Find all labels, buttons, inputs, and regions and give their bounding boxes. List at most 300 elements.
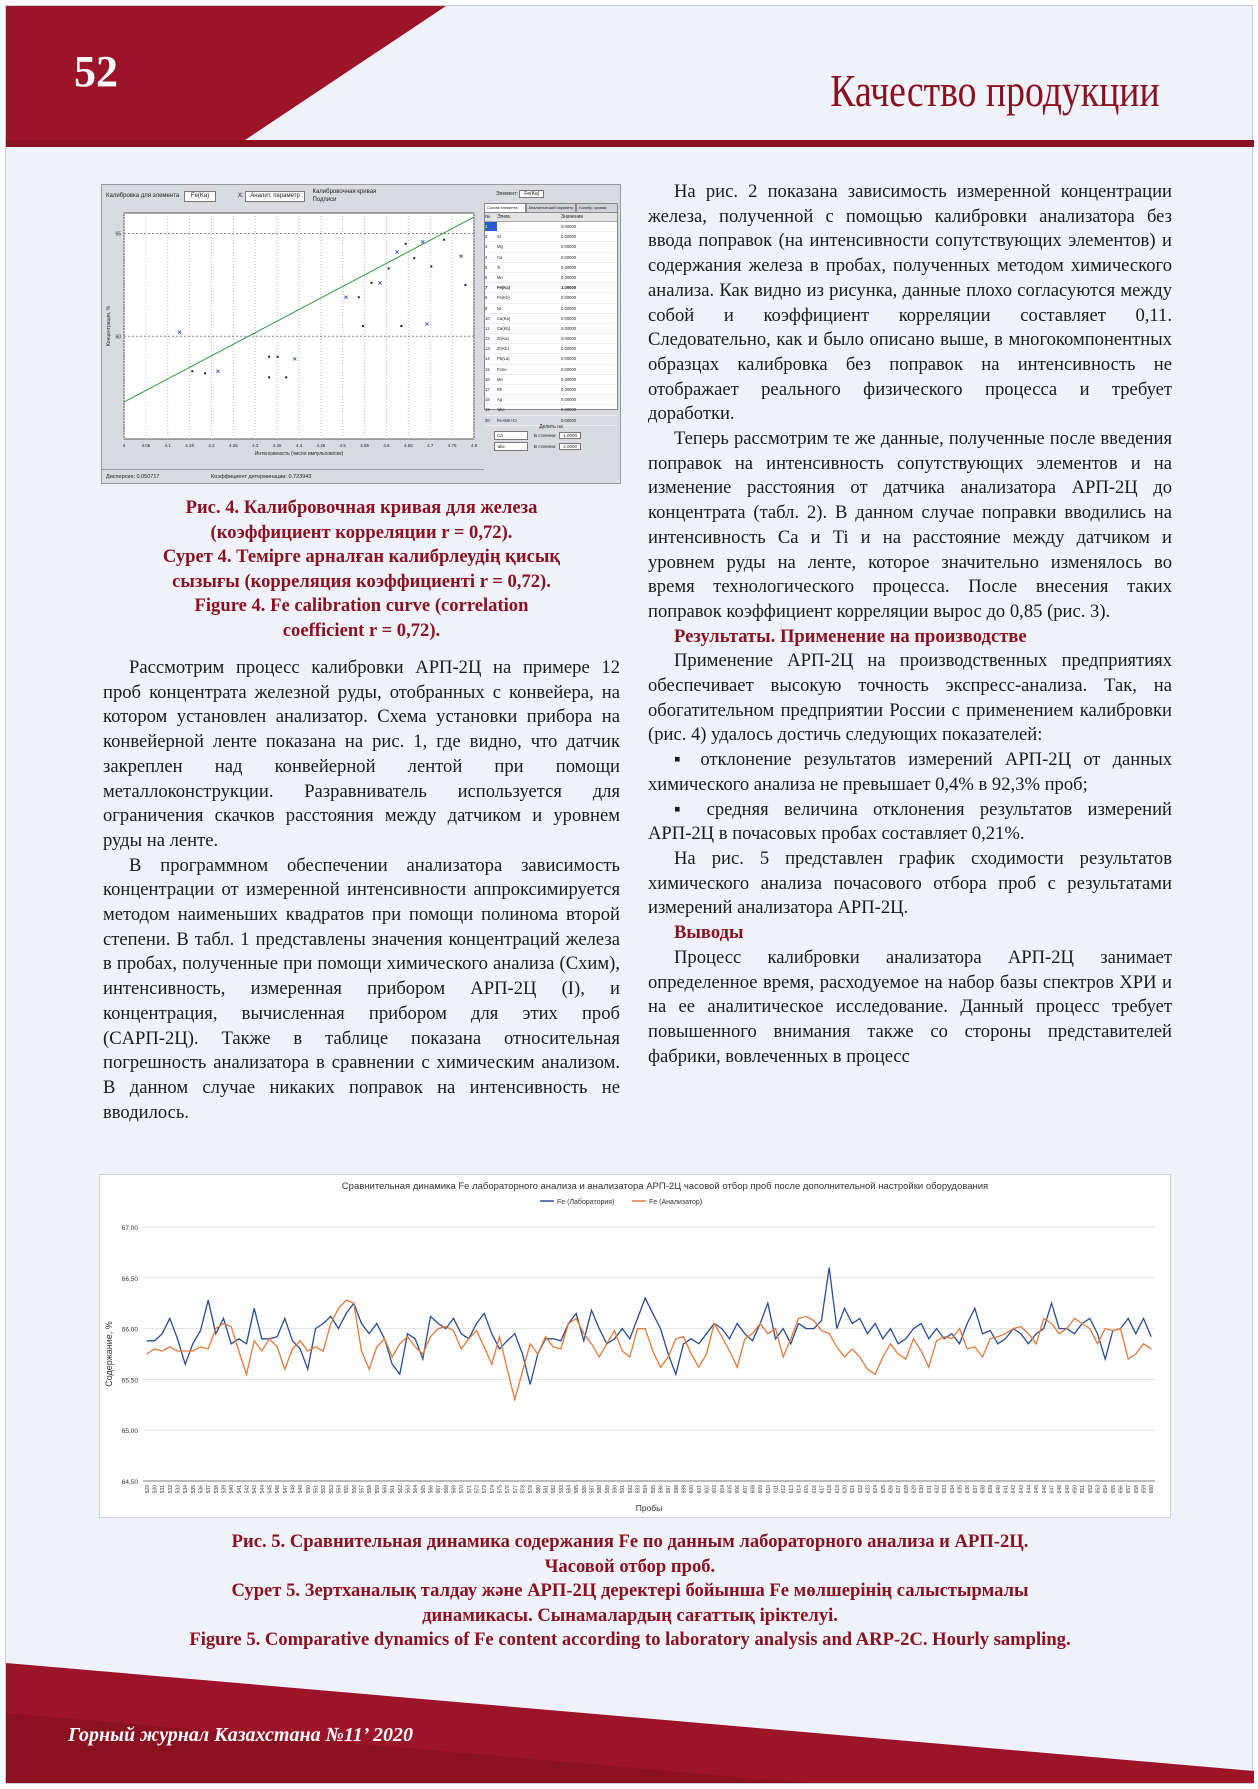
fig4-x-tick-label: 4.4 <box>295 443 303 448</box>
fig5-series-line <box>147 1268 1151 1385</box>
fig4-data-point <box>285 376 287 378</box>
fig4-row-value: 0.00000 <box>561 387 577 392</box>
fig5-x-tick-label: 566 <box>428 1485 435 1494</box>
fig5-x-tick-label: 603 <box>712 1485 719 1494</box>
fig4-side-tab: Калибр. кривая <box>576 203 618 212</box>
fig5-x-tick-label: 629 <box>911 1485 918 1494</box>
fig4-scatter-plot <box>102 207 482 469</box>
fig4-x-axis-label: Интенсивность (число импульсов/сек) <box>254 451 344 457</box>
fig5-x-tick-label: 537 <box>206 1485 213 1494</box>
fig4-row-value: 0.00000 <box>561 366 577 372</box>
fig5-x-tick-label: 577 <box>512 1485 519 1494</box>
fig5-x-tick-label: 589 <box>604 1485 611 1494</box>
fig5-x-tick-label: 586 <box>581 1485 588 1494</box>
fig5-x-tick-label: 548 <box>290 1485 297 1494</box>
fig5-x-tick-label: 644 <box>1026 1485 1033 1494</box>
fig4-y-tick-label: 60 <box>115 334 121 341</box>
fig5-x-tick-label: 569 <box>451 1485 458 1494</box>
fig4-caption-line: (коэффициент корреляции r = 0,72). <box>210 521 513 543</box>
fig5-x-tick-label: 602 <box>704 1485 711 1494</box>
fig4-row-value: 0.00000 <box>561 224 577 229</box>
fig5-x-tick-label: 564 <box>413 1485 420 1494</box>
fig5-x-tick-label: 540 <box>229 1485 236 1494</box>
fig4-divide-value: 1.0000 <box>559 432 581 439</box>
fig5-x-tick-label: 647 <box>1049 1485 1056 1494</box>
fig4-row-elem: Ni <box>497 305 501 311</box>
fig5-x-tick-label: 582 <box>551 1485 558 1494</box>
fig5-x-tick-label: 585 <box>574 1485 581 1494</box>
fig5-x-tick-label: 550 <box>305 1485 312 1494</box>
fig5-x-tick-label: 558 <box>367 1485 374 1494</box>
fig4-row-value: 0.00000 <box>561 244 577 250</box>
fig4-x-label: X: <box>237 193 244 199</box>
fig5-x-tick-label: 651 <box>1080 1485 1087 1494</box>
fig4-col-num: № <box>485 214 491 220</box>
fig4-row-num: 1 <box>485 222 497 231</box>
fig5-x-tick-label: 609 <box>758 1485 765 1494</box>
fig4-row-num: 15 <box>485 366 490 372</box>
fig5-x-tick-label: 539 <box>221 1485 228 1494</box>
fig4-table-row <box>485 314 617 324</box>
fig4-row-value: 0.00000 <box>561 417 577 423</box>
fig4-row-value: 0.00000 <box>561 336 577 342</box>
fig5-y-tick-label: 66,00 <box>121 1326 138 1334</box>
fig5-x-tick-label: 574 <box>489 1485 496 1494</box>
fig5-x-tick-label: 583 <box>558 1485 565 1494</box>
fig4-cb1: Калибровочная кривая <box>312 189 377 195</box>
fig4-row-elem: Ti <box>497 264 501 270</box>
fig5-y-tick-label: 65,00 <box>121 1428 138 1436</box>
fig4-x-tick-label: 4.1 <box>164 443 171 448</box>
fig4-caption-line: сызығы (корреляция коэффициенті r = 0,72). <box>172 570 551 592</box>
fig4-divide <box>484 430 618 452</box>
fig4-data-point <box>358 296 360 298</box>
fig5-x-tick-label: 555 <box>344 1485 351 1494</box>
fig5-x-tick-label: 580 <box>535 1485 542 1494</box>
fig4-row-value: 0.00000 <box>561 376 577 382</box>
fig5-x-tick-label: 637 <box>972 1485 979 1494</box>
fig5-x-tick-label: 592 <box>627 1485 634 1494</box>
fig4-row-value: 0.00000 <box>561 315 577 321</box>
fig4-row-elem: Ag <box>497 397 503 403</box>
left-paragraph: Рассмотрим процесс калибровки АРП-2Ц на примере 12 проб концентрата железной руды, отобранных с конвейера, на котором установлен анализатор. Схема установки прибора на конвейерной ленте показана на рис. 1, где видно, что датчик закреплен над конвейерной лентой при помощи металлоконструкции. Разравниватель используется для ограничения скачков расстояния между датчиком и уровнем руды на ленте. <box>103 657 620 851</box>
fig5-y-tick-label: 66,50 <box>121 1275 138 1283</box>
fig5-x-tick-label: 623 <box>865 1485 872 1494</box>
fig4-cb2: Подписи <box>312 197 337 203</box>
fig5-caption-line: Часовой отбор проб. <box>544 1555 716 1577</box>
fig4-row-num: 18 <box>485 397 490 403</box>
conclusions-heading: Выводы <box>674 922 744 944</box>
fig5-x-tick-label: 591 <box>620 1485 627 1494</box>
fig5-x-tick-label: 598 <box>673 1485 680 1494</box>
fig4-x-tick-label: 4.75 <box>447 443 457 448</box>
fig4-row-elem: 'abc <box>497 407 505 413</box>
fig4-data-point <box>268 356 270 358</box>
fig5-x-tick-label: 563 <box>405 1485 412 1494</box>
fig5-x-tick-label: 551 <box>313 1485 320 1494</box>
fig4-row-elem: Fe(Kb) <box>497 295 510 301</box>
fig5-y-tick-label: 64,50 <box>121 1479 138 1486</box>
fig4-caption-line: coefficient r = 0,72). <box>282 619 441 641</box>
fig5-x-tick-label: 543 <box>252 1485 259 1494</box>
fig5-x-tick-label: 570 <box>459 1485 466 1494</box>
fig5-x-axis-label: Пробы <box>635 1503 663 1513</box>
fig4-y-axis-label: Концентрация, % <box>106 305 112 347</box>
fig4-table-row <box>485 385 617 395</box>
fig5-x-tick-label: 625 <box>880 1485 887 1494</box>
fig5-x-tick-label: 595 <box>650 1485 657 1494</box>
fig4-disp-value: 0.050717 <box>136 474 160 480</box>
fig5-x-tick-label: 635 <box>957 1485 964 1494</box>
fig4-side-element-label: Элемент: <box>496 191 518 197</box>
fig5-x-tick-label: 654 <box>1103 1485 1110 1494</box>
fig5-x-tick-label: 616 <box>811 1485 818 1494</box>
fig4-table-row <box>485 344 617 354</box>
fig4-row-value: 0.00000 <box>561 356 577 362</box>
left-column <box>103 656 620 1125</box>
fig5-x-tick-label: 656 <box>1118 1485 1125 1494</box>
fig4-x-tick-label: 4.35 <box>272 443 282 448</box>
fig4-data-point <box>405 243 407 245</box>
right-paragraph: На рис. 5 представлен график сходимости результатов химического анализа почасового отбора проб с результатами измерений анализатора АРП-2Ц. <box>648 847 1172 919</box>
fig4-row-elem: Mg <box>497 244 503 250</box>
fig4-table-row <box>485 365 617 375</box>
fig4-data-point <box>204 372 206 374</box>
fig4-table-row <box>485 253 617 263</box>
right-paragraph: Применение АРП-2Ц на производственных предприятиях обеспечивает высокую точность экспресс-анализа. Так, на обогатительном предприятии России с применением калибровки (рис. 4) удалось достичь следующих показателей: <box>648 650 1172 746</box>
fig5-caption-line: Рис. 5. Сравнительная динамика содержания Fe по данным лабораторного анализа и АРП-2Ц. <box>231 1531 1029 1552</box>
fig4-row-num: 4 <box>485 254 488 260</box>
fig5-x-tick-label: 638 <box>980 1485 987 1494</box>
fig5-x-tick-label: 560 <box>382 1485 389 1494</box>
fig5-x-tick-label: 529 <box>144 1485 151 1494</box>
fig5-series-line <box>147 1300 1151 1400</box>
fig5-x-tick-label: 559 <box>374 1485 381 1494</box>
fig5-caption-line: Figure 5. Comparative dynamics of Fe content according to laboratory analysis and ARP-2C. Hourly sampling. <box>189 1629 1071 1650</box>
fig4-x-tick-label: 4.45 <box>316 443 326 448</box>
fig4-data-point <box>430 265 432 267</box>
fig4-table-row <box>485 304 617 314</box>
fig4-row-num: 17 <box>485 387 490 392</box>
fig5-x-tick-label: 532 <box>167 1485 174 1494</box>
fig4-y-tick-label: 65 <box>115 231 121 238</box>
bullet-item: ▪ средняя величина отклонения результатов измерений АРП-2Ц в почасовых пробах составляет 0,21%. <box>648 798 1172 845</box>
page-number: 52 <box>74 47 118 96</box>
fig4-row-num: 6 <box>485 274 488 280</box>
fig5-y-tick-label: 65,50 <box>121 1377 138 1385</box>
fig5-x-tick-label: 600 <box>689 1485 696 1494</box>
fig4-table-row <box>485 293 617 303</box>
fig4-row-num: 13 <box>485 346 490 352</box>
fig5-y-tick-label: 67,00 <box>121 1225 138 1232</box>
fig5-x-tick-label: 621 <box>850 1485 857 1494</box>
fig4-data-point <box>400 325 402 327</box>
fig5-x-tick-label: 619 <box>834 1485 841 1494</box>
fig5-x-tick-label: 542 <box>244 1485 251 1494</box>
fig4-row-value: 0.00000 <box>561 407 577 413</box>
fig4-row-num: 16 <box>485 376 490 382</box>
figure-5 <box>99 1174 1171 1518</box>
fig4-x-tick-label: 4.15 <box>185 443 195 448</box>
fig5-x-tick-label: 601 <box>696 1485 703 1494</box>
fig4-data-point <box>191 370 193 372</box>
fig4-row-elem: Ca(Ka) <box>497 315 511 321</box>
fig4-row-value: 0.00000 <box>561 397 577 403</box>
fig5-x-tick-label: 575 <box>497 1485 504 1494</box>
fig5-x-tick-label: 649 <box>1064 1485 1071 1494</box>
fig4-row-num: 14 <box>485 356 490 362</box>
fig5-x-tick-label: 547 <box>282 1485 289 1494</box>
fig4-data-point <box>388 267 390 269</box>
fig5-x-tick-label: 588 <box>597 1485 604 1494</box>
fig5-x-tick-label: 622 <box>857 1485 864 1494</box>
fig4-table-row <box>485 263 617 273</box>
fig4-col-value: Значение <box>561 214 584 220</box>
fig5-x-tick-label: 544 <box>259 1485 266 1494</box>
fig4-divide-label: В степени: <box>534 433 557 438</box>
page <box>5 5 1253 1784</box>
fig5-x-tick-label: 653 <box>1095 1485 1102 1494</box>
fig5-x-tick-label: 605 <box>727 1485 734 1494</box>
fig5-x-tick-label: 630 <box>919 1485 926 1494</box>
fig4-table-row <box>485 232 617 242</box>
fig5-x-tick-label: 597 <box>666 1485 673 1494</box>
fig5-line-chart <box>100 1175 1170 1517</box>
fig5-x-tick-label: 645 <box>1034 1485 1041 1494</box>
fig5-x-tick-label: 581 <box>543 1485 550 1494</box>
fig4-divide-select: 'abc <box>494 442 528 451</box>
right-column <box>648 180 1172 1069</box>
fig5-x-tick-label: 643 <box>1018 1485 1025 1494</box>
fig4-x-tick-label: 4.6 <box>383 443 390 448</box>
bullet-item: ▪ отклонение результатов измерений АРП-2Ц от данных химического анализа не превышает 0,4% в 92,3% проб; <box>648 749 1172 795</box>
fig4-row-elem: Ca <box>497 254 503 260</box>
fig4-status <box>102 469 484 484</box>
fig4-col-elem: Элем. <box>497 214 511 220</box>
fig5-legend-label: Fe (Анализатор) <box>649 1199 703 1206</box>
fig5-x-tick-label: 531 <box>160 1485 167 1494</box>
fig4-rows <box>485 222 617 426</box>
fig5-x-tick-label: 633 <box>942 1485 949 1494</box>
fig5-x-tick-label: 634 <box>949 1485 956 1494</box>
fig5-x-tick-label: 573 <box>482 1485 489 1494</box>
fig4-row-value: 0.00000 <box>561 264 577 270</box>
fig4-toolbar <box>102 185 484 207</box>
fig5-x-tick-label: 639 <box>988 1485 995 1494</box>
fig5-x-tick-label: 640 <box>995 1485 1002 1494</box>
fig5-x-tick-label: 657 <box>1126 1485 1133 1494</box>
fig4-row-num: 8 <box>485 295 488 301</box>
fig5-x-tick-label: 535 <box>190 1485 197 1494</box>
fig5-caption <box>66 1530 1194 1653</box>
fig5-x-tick-label: 561 <box>390 1485 397 1494</box>
fig4-row-elem: Si <box>497 234 501 240</box>
fig4-side-tabs <box>484 203 618 212</box>
fig4-divide-title: Делить на <box>539 424 563 430</box>
fig5-x-tick-label: 655 <box>1110 1485 1117 1494</box>
fig4-x-tick-label: 4.7 <box>427 443 434 448</box>
fig5-x-tick-label: 620 <box>842 1485 849 1494</box>
fig5-x-tick-label: 636 <box>965 1485 972 1494</box>
fig4-side-tab: Аналитический параметр <box>526 203 577 212</box>
fig5-x-tick-label: 554 <box>336 1485 343 1494</box>
fig4-data-point <box>371 282 373 284</box>
right-paragraph: Процесс калибровки анализатора АРП-2Ц занимает определенное время, расходуемое на набор базы спектров ХРИ и на ее аналитическое исследование. Данный процесс требует повышенного внимания также со стороны представителей фабрики, вовлеченных в процесс <box>648 946 1172 1067</box>
fig4-x-tick-label: 4.2 <box>208 443 215 448</box>
fig5-x-tick-label: 612 <box>781 1485 788 1494</box>
fig5-x-tick-label: 659 <box>1141 1485 1148 1494</box>
fig5-x-tick-label: 552 <box>321 1485 328 1494</box>
fig5-x-tick-label: 613 <box>788 1485 795 1494</box>
fig5-x-tick-label: 631 <box>926 1485 933 1494</box>
fig4-table-row <box>485 283 617 293</box>
fig5-x-tick-label: 624 <box>873 1485 880 1494</box>
fig4-x-tick-label: 4 <box>122 443 126 448</box>
fig4-row-elem: Fe(Ka) <box>497 285 511 291</box>
fig4-element-select: Fe(Ka) <box>184 191 216 202</box>
fig5-x-tick-label: 648 <box>1057 1485 1064 1494</box>
fig4-row-elem: Zr(Ka) <box>497 336 509 342</box>
fig4-table-row <box>485 334 617 344</box>
fig4-row-num: 20 <box>485 417 490 423</box>
fig5-caption-line: динамикасы. Сынамалардың сағаттық іріктелуі. <box>422 1604 838 1626</box>
fig5-x-tick-label: 587 <box>589 1485 596 1494</box>
fig5-x-tick-label: 556 <box>351 1485 358 1494</box>
fig5-x-tick-label: 615 <box>804 1485 811 1494</box>
fig4-caption-line: Сурет 4. Темірге арналған калибрлеудің қисық <box>162 546 561 567</box>
fig4-caption <box>104 496 619 643</box>
fig5-x-tick-label: 541 <box>236 1485 243 1494</box>
fig4-row-num: 3 <box>485 244 488 250</box>
fig4-row-value: 1.00000 <box>561 285 577 291</box>
right-paragraph: На рис. 2 показана зависимость измеренной концентрации железа, полученной с помощью калибровки анализатора без ввода поправок (на интенсивности сопутствующих элементов) и содержания железа в пробах, полученных методом химического анализа. Как видно из рисунка, данные плохо согласуются между собой и коэффициент корреляции составляет 0,11. Следовательно, как и было описано выше, в многокомпонентных образцах калибровка без поправок на интенсивность не отображает реального физического процесса и требует доработки. <box>648 181 1172 425</box>
fig5-x-tick-label: 576 <box>505 1485 512 1494</box>
fig4-row-elem: Zr(Kb) <box>497 346 509 352</box>
fig4-x-tick-label: 4.3 <box>252 443 259 448</box>
fig5-x-tick-label: 578 <box>520 1485 527 1494</box>
fig5-x-tick-label: 562 <box>397 1485 404 1494</box>
fig5-x-tick-label: 626 <box>888 1485 895 1494</box>
fig4-row-elem: Rh <box>497 387 503 392</box>
fig4-row-elem: Mo <box>497 376 503 382</box>
fig4-divide-row <box>484 441 618 452</box>
fig4-table-row <box>485 354 617 364</box>
fig5-x-tick-label: 641 <box>1003 1485 1010 1494</box>
fig4-row-elem: Fone <box>497 366 507 372</box>
footer-band <box>6 1653 1254 1783</box>
fig4-table-row <box>485 273 617 283</box>
fig4-x-tick-label: 4.25 <box>228 443 238 448</box>
section-title: Качество продукции <box>830 65 1160 116</box>
fig4-side-tab: Состав элемента <box>484 203 526 212</box>
fig5-legend-label: Fe (Лаборатория) <box>557 1199 615 1206</box>
fig4-row-value: 0.00000 <box>561 274 577 280</box>
fig4-row-value: 0.00000 <box>561 346 577 352</box>
fig4-row-num: 7 <box>485 285 488 291</box>
fig5-x-tick-label: 579 <box>528 1485 535 1494</box>
results-heading: Результаты. Применение на производстве <box>674 625 1027 647</box>
fig4-row-num: 5 <box>485 264 488 270</box>
fig4-data-point <box>443 239 445 241</box>
fig5-x-tick-label: 599 <box>681 1485 688 1494</box>
fig5-x-tick-label: 618 <box>827 1485 834 1494</box>
fig4-row-value: 0.00000 <box>561 295 577 301</box>
fig4-row-num: 9 <box>485 305 488 311</box>
fig5-x-tick-label: 590 <box>612 1485 619 1494</box>
fig4-side-element-value: Fe(Ka) <box>519 190 544 198</box>
fig5-x-tick-label: 646 <box>1041 1485 1048 1494</box>
fig5-x-tick-label: 549 <box>298 1485 305 1494</box>
fig5-x-tick-label: 594 <box>643 1485 650 1494</box>
fig5-x-tick-label: 628 <box>903 1485 910 1494</box>
fig5-y-axis-label: Содержание, % <box>104 1321 114 1387</box>
fig4-row-num: 11 <box>485 325 490 331</box>
fig5-x-tick-label: 650 <box>1072 1485 1079 1494</box>
left-paragraph: В программном обеспечении анализатора зависимость концентрации от измеренной интенсивности аппроксимируется методом наименьших квадратов при помощи полинома второй степени. В табл. 1 представлены значения концентраций железа в пробах, полученные при помощи химического анализа (Cхим), интенсивность, измеренная прибором АРП-2Ц (I), и концентрация, вычисленная прибором для этих проб (CАРП-2Ц). Также в таблице показана относительная погрешность анализатора в сравнении с химическим анализом. В данном случае никаких поправок на интенсивность не вводилось. <box>103 854 620 1123</box>
right-paragraph: Теперь рассмотрим те же данные, полученные после введения поправок на интенсивность сопутствующих элементов и на изменение расстояния от датчика анализатора АРП-2Ц до концентрата (табл. 2). В данном случае поправки вводились на интенсивность Ca и Ti и на расстояние между датчиком и уровнем руды на ленте, которое значительно изменялось во время технологического процесса. После внесения таких поправок коэффициент корреляции вырос до 0,85 (рис. 3). <box>648 428 1172 622</box>
fig5-x-tick-label: 572 <box>474 1485 481 1494</box>
fig5-x-tick-label: 546 <box>275 1485 282 1494</box>
fig4-row-elem: Ca(Kb) <box>497 325 511 331</box>
fig4-table-row <box>485 242 617 252</box>
fig5-x-tick-label: 538 <box>213 1485 220 1494</box>
fig5-x-tick-label: 608 <box>750 1485 757 1494</box>
fig4-row-num: 19 <box>485 407 490 413</box>
fig5-x-tick-label: 536 <box>198 1485 205 1494</box>
fig4-data-point <box>464 284 466 286</box>
fig5-x-tick-label: 584 <box>566 1485 573 1494</box>
fig5-x-tick-label: 614 <box>796 1485 803 1494</box>
fig4-data-point <box>413 257 415 259</box>
fig4-table-row <box>485 222 617 232</box>
fig4-row-elem: Fe+Mn+Cr <box>497 417 518 423</box>
fig4-divide-select: Ca <box>494 431 528 440</box>
fig4-data-point <box>362 325 364 327</box>
fig5-x-tick-label: 611 <box>773 1485 780 1493</box>
fig5-x-tick-label: 553 <box>328 1485 335 1494</box>
fig4-x-tick-label: 4.8 <box>470 443 478 448</box>
fig5-x-tick-label: 617 <box>819 1485 826 1494</box>
fig4-divide-label: В степени: <box>534 444 557 449</box>
fig4-table-row <box>485 405 617 415</box>
fig5-x-tick-label: 565 <box>420 1485 427 1494</box>
fig5-x-tick-label: 534 <box>183 1485 190 1494</box>
fig5-x-tick-label: 606 <box>735 1485 742 1494</box>
fig4-side-table <box>484 212 618 423</box>
fig4-x-tick-label: 4.65 <box>403 443 413 448</box>
fig4-data-point <box>268 376 270 378</box>
fig4-row-value: 0.00000 <box>561 325 577 331</box>
fig4-calib-label: Калибровка для элемента <box>106 193 180 199</box>
fig4-x-tick-label: 4.55 <box>360 443 370 448</box>
fig4-divide-value: 2.0000 <box>559 443 581 450</box>
fig5-x-tick-label: 607 <box>742 1485 749 1494</box>
fig5-x-tick-label: 530 <box>152 1485 159 1494</box>
fig4-table-row <box>485 375 617 385</box>
fig5-caption-line: Сурет 5. Зертханалық талдау және АРП-2Ц деректері бойынша Fe мөлшерінің салыстырмалы <box>231 1580 1029 1601</box>
fig4-row-num: 12 <box>485 336 490 342</box>
fig4-table-row <box>485 324 617 334</box>
fig5-x-tick-label: 567 <box>436 1485 443 1494</box>
fig4-row-elem: Mn <box>497 274 503 280</box>
fig5-x-tick-label: 660 <box>1149 1485 1156 1494</box>
figure-4 <box>101 184 621 484</box>
fig4-x-tick-label: 4.05 <box>141 443 151 448</box>
fig4-side-panel <box>484 185 618 481</box>
fig4-corr-value: 0.723943 <box>288 474 312 480</box>
fig4-row-value: 0.00000 <box>561 254 577 260</box>
fig4-row-elem <box>497 222 561 231</box>
